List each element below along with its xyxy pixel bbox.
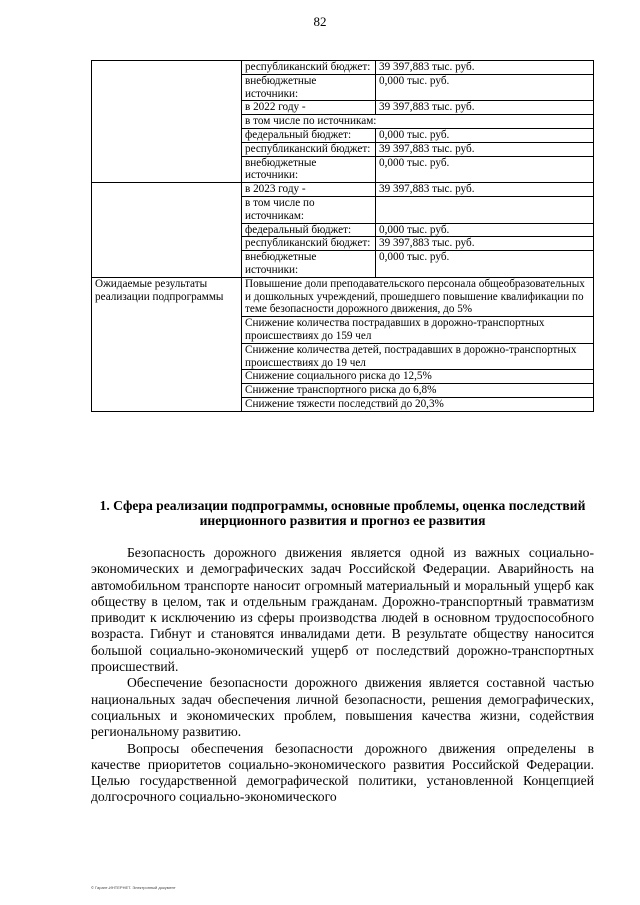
source-label: внебюджетные источники:	[242, 156, 376, 183]
section-heading: 1. Сфера реализации подпрограммы, основные проблемы, оценка последствий инерционного развития и прогноз ее развития	[99, 498, 586, 528]
budget-table	[91, 60, 594, 412]
amount-value: 0,000 тыс. руб.	[376, 74, 594, 101]
source-label: республиканский бюджет:	[242, 61, 376, 75]
source-label: федеральный бюджет:	[242, 128, 376, 142]
result-item: Снижение социального риска до 12,5%	[242, 370, 594, 384]
source-label: федеральный бюджет:	[242, 223, 376, 237]
empty-label-cell	[92, 61, 242, 183]
result-item: Повышение доли преподавательского персонала общеобразовательных и дошкольных учреждений, прошедшего повышение квалификации по теме безопасности дорожного движения, до 5%	[242, 277, 594, 316]
sources-subheader: в том числе по источникам:	[242, 115, 594, 129]
result-item: Снижение количества детей, пострадавших в дорожно-транспортных происшествиях до 19 чел	[242, 343, 594, 370]
amount-value	[376, 196, 594, 223]
paragraph: Вопросы обеспечения безопасности дорожного движения определены в качестве приоритетов социально-экономического развития Российской Федерации. Целью государственной демографической политики, установленной Концепцией долгосрочного социально-экономического	[91, 740, 594, 805]
amount-value: 0,000 тыс. руб.	[376, 156, 594, 183]
source-label: внебюджетные источники:	[242, 74, 376, 101]
result-item: Снижение количества пострадавших в дорожно-транспортных происшествиях до 159 чел	[242, 317, 594, 344]
source-label: внебюджетные источники:	[242, 251, 376, 278]
result-item: Снижение тяжести последствий до 20,3%	[242, 397, 594, 411]
footer-stamp: © Гарант-ИНТЕРНЕТ. Электронный документ	[91, 885, 176, 890]
amount-value: 39 397,883 тыс. руб.	[376, 101, 594, 115]
body-text	[91, 545, 594, 806]
year-label: в 2022 году -	[242, 101, 376, 115]
sources-subheader: в том числе по источникам:	[242, 196, 376, 223]
source-label: республиканский бюджет:	[242, 142, 376, 156]
paragraph: Обеспечение безопасности дорожного движения является составной частью национальных задач обеспечения личной безопасности, решения демографических, социальных и экономических проблем, повышения качества жизни, содействия региональному развитию.	[91, 675, 594, 740]
year-label: в 2023 году -	[242, 183, 376, 197]
table-row	[92, 277, 594, 316]
source-label: республиканский бюджет:	[242, 237, 376, 251]
amount-value: 0,000 тыс. руб.	[376, 223, 594, 237]
table-row	[92, 183, 594, 197]
amount-value: 39 397,883 тыс. руб.	[376, 183, 594, 197]
results-label: Ожидаемые результаты реализации подпрограммы	[92, 277, 242, 411]
amount-value: 0,000 тыс. руб.	[376, 251, 594, 278]
result-item: Снижение транспортного риска до 6,8%	[242, 384, 594, 398]
amount-value: 39 397,883 тыс. руб.	[376, 237, 594, 251]
paragraph: Безопасность дорожного движения является одной из важных социально-экономических и демографических задач Российской Федерации. Аварийность на автомобильном транспорте наносит огромный материальный и моральный ущерб как обществу в целом, так и отдельным гражданам. Дорожно-транспортный травматизм приводит к исключению из сферы производства людей в основном трудоспособного возраста. Гибнут и становятся инвалидами дети. В результате обществу наносится большой социально-экономический ущерб от последствий дорожно-транспортных происшествий.	[91, 545, 594, 675]
empty-label-cell	[92, 183, 242, 278]
table-row	[92, 61, 594, 75]
amount-value: 0,000 тыс. руб.	[376, 128, 594, 142]
page-number: 82	[313, 14, 327, 29]
amount-value: 39 397,883 тыс. руб.	[376, 61, 594, 75]
amount-value: 39 397,883 тыс. руб.	[376, 142, 594, 156]
